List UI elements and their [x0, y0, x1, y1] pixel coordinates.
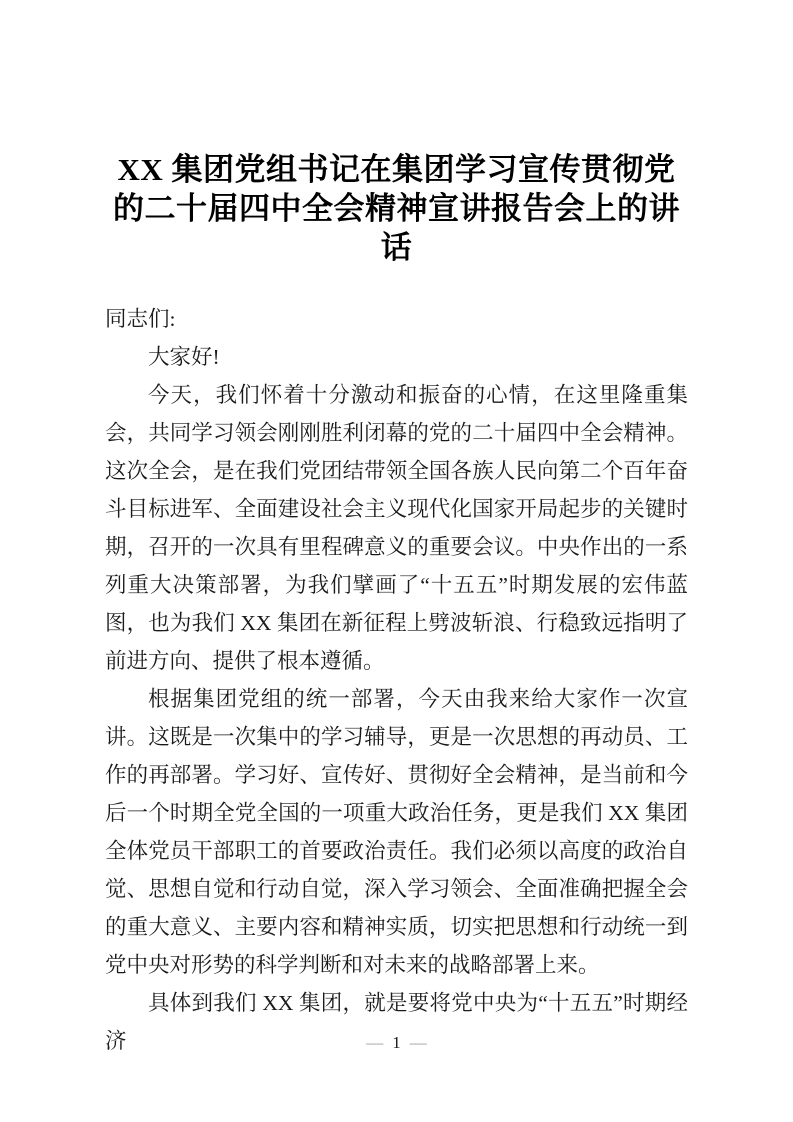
document-title	[105, 150, 688, 267]
footer-dash-left: —	[366, 1033, 384, 1052]
title-line-2: 的二十届四中全会精神宣讲报告会上的讲	[113, 191, 680, 226]
document-content	[105, 150, 688, 1060]
paragraph-body-1: 今天，我们怀着十分激动和振奋的心情，在这里隆重集会，共同学习领会刚刚胜利闭幕的党的二十届四中全会精神。这次全会，是在我们党团结带领全国各族人民向第二个百年奋斗目标进军、全面建设社会主义现代化国家开局起步的关键时期，召开的一次具有里程碑意义的重要会议。中央作出的一系列重大决策部署，为我们擘画了“十五五”时期发展的宏伟蓝图，也为我们 XX 集团在新征程上劈波斩浪、行稳致远指明了前进方向、提供了根本遵循。	[105, 383, 688, 673]
paragraph-body-2: 根据集团党组的统一部署，今天由我来给大家作一次宣讲。这既是一次集中的学习辅导，更是一次思想的再动员、工作的再部署。学习好、宣传好、贯彻好全会精神，是当前和今后一个时期全党全国的一项重大政治任务，更是我们 XX 集团全体党员干部职工的首要政治责任。我们必须以高度的政治自觉、思想自觉和行动自觉，深入学习领会、全面准确把握全会的重大意义、主要内容和精神实质，切实把思想和行动统一到党中央对形势的科学判断和对未来的战略部署上来。	[105, 687, 688, 977]
title-line-3: 话	[380, 230, 413, 265]
title-line-1: XX 集团党组书记在集团学习宣传贯彻党	[117, 152, 676, 187]
document-body	[105, 300, 688, 1060]
paragraph-body-3: 具体到我们 XX 集团，就是要将党中央为“十五五”时期经济	[105, 991, 688, 1053]
page-footer	[0, 1033, 793, 1053]
paragraph-salutation: 同志们:	[105, 307, 176, 331]
page-number: 1	[392, 1033, 401, 1052]
paragraph-greeting: 大家好!	[148, 345, 220, 369]
footer-dash-right: —	[409, 1033, 427, 1052]
